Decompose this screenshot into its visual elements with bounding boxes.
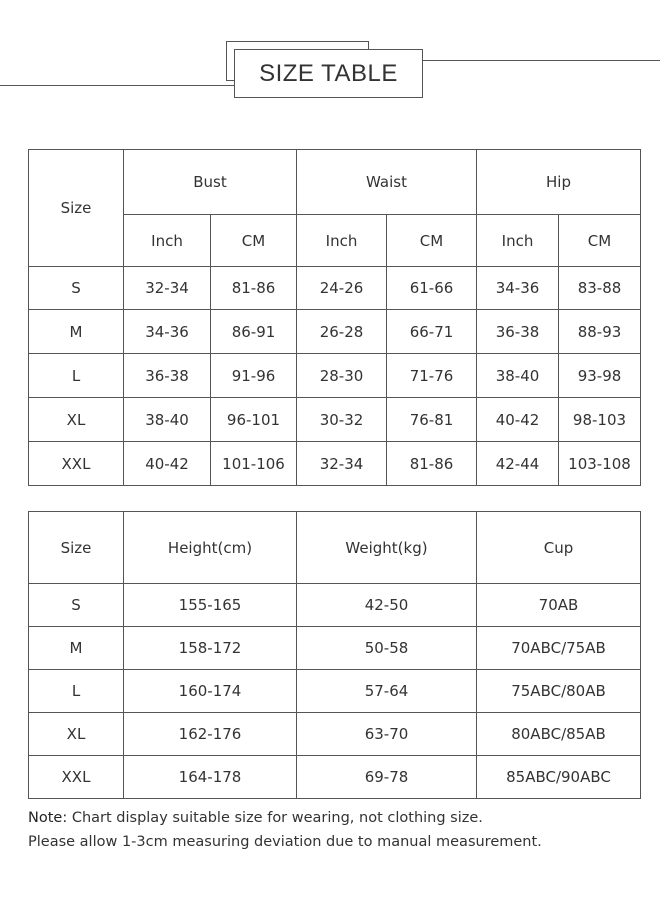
table-cell: 40-42 bbox=[124, 442, 211, 486]
bust-header: Bust bbox=[124, 150, 297, 215]
table-cell: 71-76 bbox=[387, 354, 477, 398]
header-frame bbox=[234, 49, 423, 98]
size-cell: L bbox=[29, 354, 124, 398]
note-line-1 bbox=[28, 810, 483, 826]
size-cell: L bbox=[29, 670, 124, 713]
table-cell: 86-91 bbox=[211, 310, 297, 354]
fit-recommendation-table bbox=[28, 511, 641, 799]
table-cell: 57-64 bbox=[297, 670, 477, 713]
table-row bbox=[29, 442, 641, 486]
table-cell: 61-66 bbox=[387, 267, 477, 310]
table-cell: 32-34 bbox=[297, 442, 387, 486]
table-cell: 38-40 bbox=[477, 354, 559, 398]
table-row bbox=[29, 354, 641, 398]
size-cell: XXL bbox=[29, 442, 124, 486]
size-cell: XXL bbox=[29, 756, 124, 799]
table-cell: 93-98 bbox=[559, 354, 641, 398]
table-cell: 34-36 bbox=[477, 267, 559, 310]
size-cell: M bbox=[29, 627, 124, 670]
table-header-row bbox=[29, 512, 641, 584]
weight-header: Weight(kg) bbox=[297, 512, 477, 584]
table-cell: 42-44 bbox=[477, 442, 559, 486]
header-rule-right bbox=[423, 60, 660, 61]
table-cell: 69-78 bbox=[297, 756, 477, 799]
table-cell: 98-103 bbox=[559, 398, 641, 442]
table-cell: 28-30 bbox=[297, 354, 387, 398]
table-cell: 36-38 bbox=[124, 354, 211, 398]
size-header: Size bbox=[29, 150, 124, 267]
table-cell: 83-88 bbox=[559, 267, 641, 310]
unit-header: Inch bbox=[477, 215, 559, 267]
table-cell: 158-172 bbox=[124, 627, 297, 670]
unit-header: Inch bbox=[297, 215, 387, 267]
table-row bbox=[29, 670, 641, 713]
table-cell: 81-86 bbox=[211, 267, 297, 310]
table-cell: 80ABC/85AB bbox=[477, 713, 641, 756]
table-cell: 32-34 bbox=[124, 267, 211, 310]
unit-header: CM bbox=[211, 215, 297, 267]
cup-header: Cup bbox=[477, 512, 641, 584]
table-cell: 66-71 bbox=[387, 310, 477, 354]
height-header: Height(cm) bbox=[124, 512, 297, 584]
table-row bbox=[29, 267, 641, 310]
table-cell: 75ABC/80AB bbox=[477, 670, 641, 713]
table-cell: 76-81 bbox=[387, 398, 477, 442]
table-cell: 160-174 bbox=[124, 670, 297, 713]
note-label: Note: bbox=[28, 810, 68, 826]
table-cell: 50-58 bbox=[297, 627, 477, 670]
page-title: SIZE TABLE bbox=[259, 59, 398, 87]
table-row bbox=[29, 310, 641, 354]
hip-header: Hip bbox=[477, 150, 641, 215]
table-cell: 91-96 bbox=[211, 354, 297, 398]
size-cell: XL bbox=[29, 398, 124, 442]
table-cell: 38-40 bbox=[124, 398, 211, 442]
table-cell: 162-176 bbox=[124, 713, 297, 756]
table-cell: 30-32 bbox=[297, 398, 387, 442]
unit-header: CM bbox=[387, 215, 477, 267]
header-rule-left bbox=[0, 85, 236, 86]
unit-header: CM bbox=[559, 215, 641, 267]
size-cell: S bbox=[29, 584, 124, 627]
table-cell: 85ABC/90ABC bbox=[477, 756, 641, 799]
table-cell: 96-101 bbox=[211, 398, 297, 442]
table-row bbox=[29, 756, 641, 799]
table-cell: 103-108 bbox=[559, 442, 641, 486]
table-header-row bbox=[29, 150, 641, 215]
table-row bbox=[29, 584, 641, 627]
note-line-2: Please allow 1-3cm measuring deviation due to manual measurement. bbox=[28, 834, 542, 850]
table-cell: 70ABC/75AB bbox=[477, 627, 641, 670]
table-cell: 70AB bbox=[477, 584, 641, 627]
table-cell: 164-178 bbox=[124, 756, 297, 799]
waist-header: Waist bbox=[297, 150, 477, 215]
table-cell: 101-106 bbox=[211, 442, 297, 486]
table-cell: 88-93 bbox=[559, 310, 641, 354]
size-cell: XL bbox=[29, 713, 124, 756]
unit-header: Inch bbox=[124, 215, 211, 267]
table-cell: 63-70 bbox=[297, 713, 477, 756]
table-cell: 26-28 bbox=[297, 310, 387, 354]
table-cell: 42-50 bbox=[297, 584, 477, 627]
table-cell: 40-42 bbox=[477, 398, 559, 442]
table-cell: 81-86 bbox=[387, 442, 477, 486]
size-cell: S bbox=[29, 267, 124, 310]
table-row bbox=[29, 398, 641, 442]
table-cell: 36-38 bbox=[477, 310, 559, 354]
table-row bbox=[29, 713, 641, 756]
table-cell: 155-165 bbox=[124, 584, 297, 627]
size-cell: M bbox=[29, 310, 124, 354]
size-header: Size bbox=[29, 512, 124, 584]
table-cell: 34-36 bbox=[124, 310, 211, 354]
table-cell: 24-26 bbox=[297, 267, 387, 310]
note-text: Chart display suitable size for wearing, not clothing size. bbox=[71, 810, 483, 826]
body-measurement-table bbox=[28, 149, 641, 486]
table-row bbox=[29, 627, 641, 670]
